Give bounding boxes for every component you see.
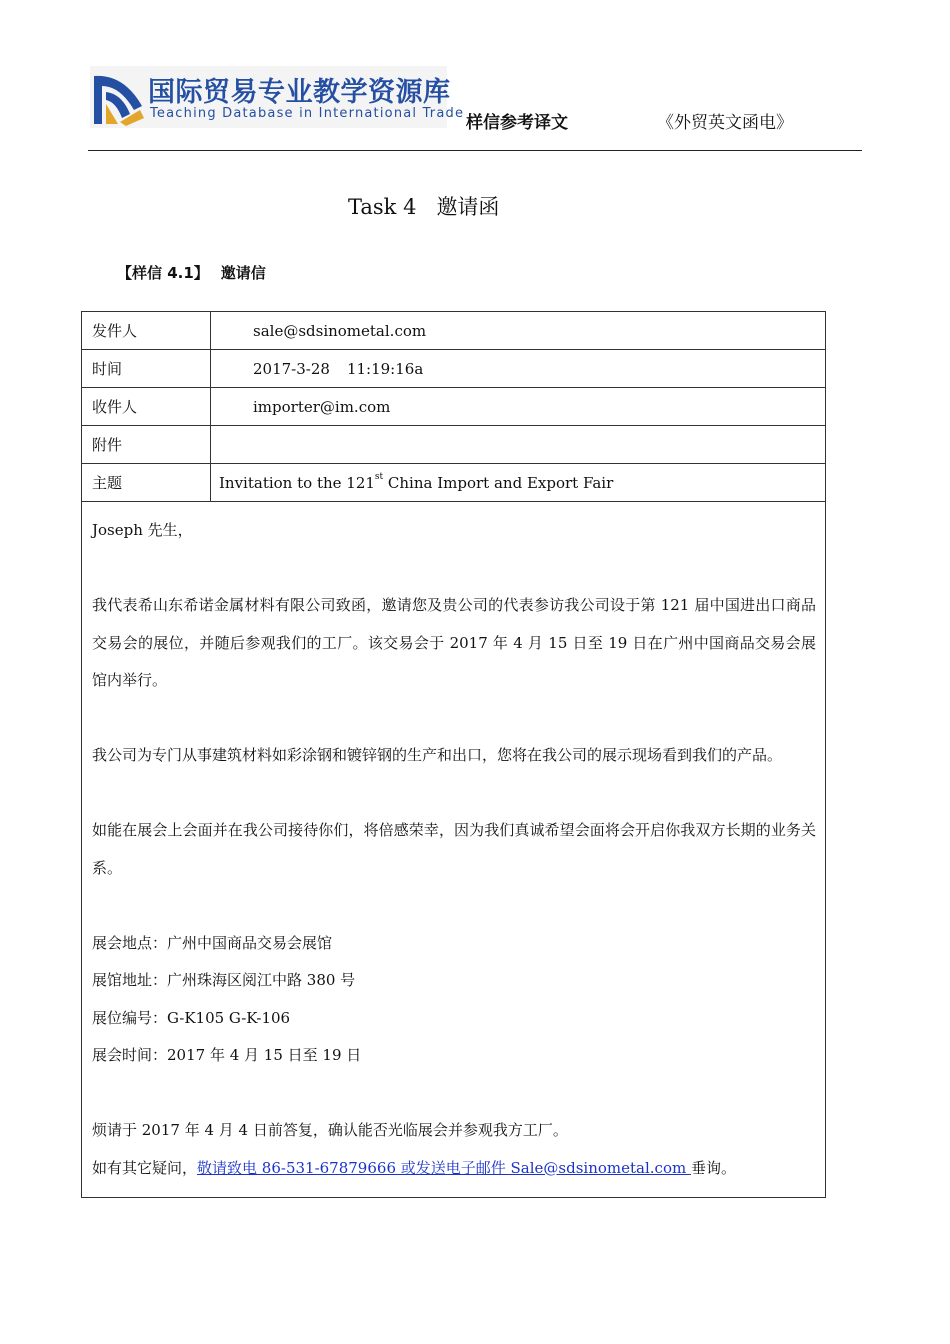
reply-request: 烦请于 2017 年 4 月 4 日前答复，确认能否光临展会并参观我方工厂。 bbox=[92, 1121, 568, 1139]
paragraph-meeting: 如能在展会上会面并在我公司接待你们，将倍感荣幸，因为我们真诚希望会面将会开启你我双方长期的业务关系。 bbox=[92, 821, 816, 877]
clock-value: 11:19:16a bbox=[346, 359, 424, 378]
sample-tag: 【样信 4.1】 bbox=[117, 264, 209, 282]
subject-pre: Invitation to the 121 bbox=[219, 473, 375, 492]
from-label: 发件人 bbox=[82, 312, 211, 350]
attachment-row bbox=[82, 426, 826, 464]
date-value: 2017-3-28 bbox=[253, 359, 330, 378]
body-row bbox=[82, 502, 826, 1198]
sample-title bbox=[117, 262, 266, 283]
salutation: Joseph 先生， bbox=[92, 521, 193, 539]
contact-link[interactable]: 敬请致电 86-531-67879666 或发送电子邮件 Sale@sdsinometal.com bbox=[197, 1158, 691, 1177]
task-name: 邀请函 bbox=[436, 195, 500, 219]
subject-value bbox=[211, 464, 826, 502]
booth-number: 展位编号：G-K105 G-K-106 bbox=[92, 1008, 291, 1027]
fair-address: 展馆地址：广州珠海区阅江中路 380 号 bbox=[92, 971, 356, 989]
letter-body bbox=[82, 502, 826, 1198]
task-number: Task 4 bbox=[348, 195, 417, 219]
attachment-label: 附件 bbox=[82, 426, 211, 464]
to-label: 收件人 bbox=[82, 388, 211, 426]
logo-english-text: Teaching Database in International Trade bbox=[150, 106, 465, 121]
time-label: 时间 bbox=[82, 350, 211, 388]
task-title bbox=[348, 191, 499, 221]
subject-row bbox=[82, 464, 826, 502]
fair-dates: 展会时间：2017 年 4 月 15 日至 19 日 bbox=[92, 1046, 362, 1064]
contact-line bbox=[92, 1150, 816, 1188]
contact-pre: 如有其它疑问， bbox=[92, 1158, 198, 1177]
time-row bbox=[82, 350, 826, 388]
header-divider bbox=[88, 150, 862, 151]
fair-venue: 展会地点：广州中国商品交易会展馆 bbox=[92, 933, 333, 952]
header-label: 样信参考译文 bbox=[466, 113, 568, 133]
logo-mark-icon bbox=[90, 66, 146, 128]
subject-label: 主题 bbox=[82, 464, 211, 502]
header-book-title: 《外贸英文函电》 bbox=[657, 113, 793, 133]
from-row bbox=[82, 312, 826, 350]
attachment-value bbox=[211, 426, 826, 464]
from-value: sale@sdsinometal.com bbox=[211, 312, 826, 350]
subject-superscript: st bbox=[374, 471, 384, 482]
email-table bbox=[81, 311, 826, 1198]
logo bbox=[90, 66, 465, 128]
paragraph-invitation: 我代表希山东希诺金属材料有限公司致函，邀请您及贵公司的代表参访我公司设于第 121 届中国进出口商品交易会的展位，并随后参观我们的工厂。该交易会于 2017 年 4 月 15 日至 19 日在广州中国商品交易会展馆内举行。 bbox=[92, 596, 816, 689]
logo-chinese-text: 国际贸易专业教学资源库 bbox=[148, 77, 451, 108]
to-row bbox=[82, 388, 826, 426]
sample-name: 邀请信 bbox=[220, 264, 266, 282]
contact-post: 垂询。 bbox=[690, 1158, 736, 1177]
subject-post: China Import and Export Fair bbox=[383, 473, 614, 492]
to-value: importer@im.com bbox=[211, 388, 826, 426]
time-value bbox=[211, 350, 826, 388]
paragraph-company: 我公司为专门从事建筑材料如彩涂钢和镀锌钢的生产和出口，您将在我公司的展示现场看到我们的产品。 bbox=[92, 746, 783, 764]
